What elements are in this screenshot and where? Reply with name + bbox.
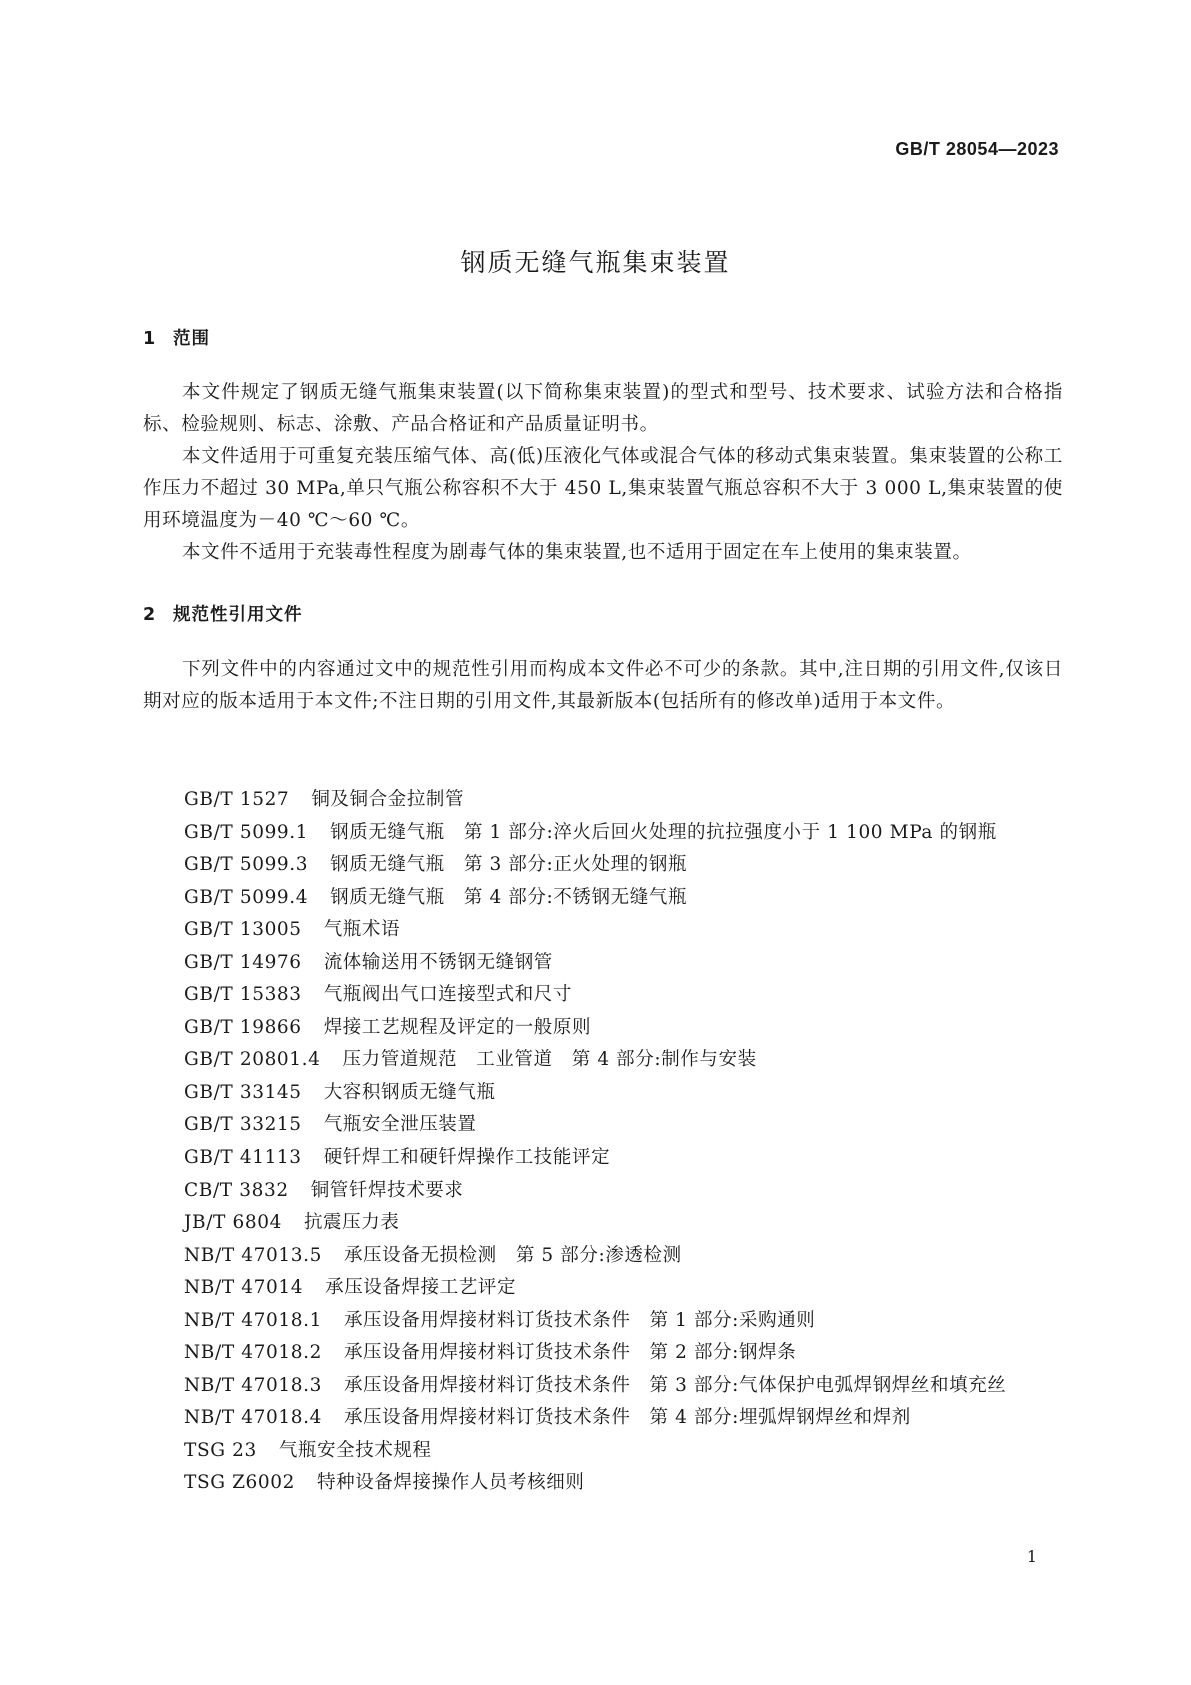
reference-title: 承压设备用焊接材料订货技术条件 第 2 部分:钢焊条 bbox=[343, 1342, 797, 1364]
reference-code: GB/T 19866 bbox=[184, 1016, 302, 1038]
reference-item bbox=[184, 979, 1006, 1012]
reference-item bbox=[184, 1044, 1006, 1077]
section-heading-normative-references bbox=[143, 601, 303, 626]
reference-item bbox=[184, 947, 1006, 980]
reference-title: 气瓶安全技术规程 bbox=[278, 1439, 432, 1461]
reference-code: GB/T 15383 bbox=[184, 984, 302, 1006]
reference-code: GB/T 5099.1 bbox=[184, 821, 309, 843]
section-heading-scope bbox=[143, 325, 210, 350]
section-body-normative-references bbox=[143, 654, 1063, 718]
paragraph: 本文件不适用于充装毒性程度为剧毒气体的集束装置,也不适用于固定在车上使用的集束装置。 bbox=[182, 542, 972, 563]
reference-item bbox=[184, 1370, 1006, 1403]
reference-item bbox=[184, 1012, 1006, 1045]
reference-code: GB/T 5099.3 bbox=[184, 854, 309, 876]
reference-title: 抗震压力表 bbox=[303, 1212, 400, 1234]
reference-item bbox=[184, 1402, 1006, 1435]
reference-item bbox=[184, 1272, 1006, 1305]
reference-code: GB/T 41113 bbox=[184, 1147, 302, 1169]
reference-item bbox=[184, 1077, 1006, 1110]
section-number: 1 bbox=[143, 329, 157, 349]
reference-code: JB/T 6804 bbox=[184, 1212, 282, 1234]
reference-item bbox=[184, 1207, 1006, 1240]
reference-code: NB/T 47018.3 bbox=[184, 1374, 322, 1396]
reference-title: 气瓶术语 bbox=[323, 919, 401, 941]
reference-title: 承压设备用焊接材料订货技术条件 第 1 部分:采购通则 bbox=[343, 1309, 816, 1331]
section-title: 范围 bbox=[173, 329, 210, 349]
reference-list bbox=[184, 784, 1006, 1500]
reference-title: 气瓶阀出气口连接型式和尺寸 bbox=[323, 984, 572, 1006]
reference-code: CB/T 3832 bbox=[184, 1179, 289, 1201]
reference-title: 钢质无缝气瓶 第 1 部分:淬火后回火处理的抗拉强度小于 1 100 MPa 的钢瓶 bbox=[330, 821, 997, 843]
reference-item bbox=[184, 1240, 1006, 1273]
reference-title: 承压设备用焊接材料订货技术条件 第 4 部分:埋弧焊钢焊丝和焊剂 bbox=[343, 1407, 911, 1429]
reference-item bbox=[184, 1175, 1006, 1208]
reference-item bbox=[184, 1305, 1006, 1338]
reference-code: GB/T 5099.4 bbox=[184, 886, 309, 908]
reference-code: GB/T 1527 bbox=[184, 789, 290, 810]
reference-code: GB/T 33145 bbox=[184, 1081, 302, 1103]
reference-code: GB/T 20801.4 bbox=[184, 1049, 321, 1071]
reference-code: NB/T 47018.4 bbox=[184, 1407, 322, 1429]
reference-title: 钢质无缝气瓶 第 4 部分:不锈钢无缝气瓶 bbox=[330, 886, 688, 908]
reference-title: 压力管道规范 工业管道 第 4 部分:制作与安装 bbox=[342, 1049, 757, 1071]
reference-code: GB/T 33215 bbox=[184, 1114, 302, 1136]
reference-code: GB/T 14976 bbox=[184, 951, 302, 973]
reference-item bbox=[184, 849, 1006, 882]
section-number: 2 bbox=[143, 605, 157, 625]
reference-title: 钢质无缝气瓶 第 3 部分:正火处理的钢瓶 bbox=[330, 854, 688, 876]
reference-title: 承压设备焊接工艺评定 bbox=[325, 1277, 517, 1299]
reference-title: 铜管钎焊技术要求 bbox=[310, 1179, 464, 1201]
paragraph: 本文件规定了钢质无缝气瓶集束装置(以下简称集束装置)的型式和型号、技术要求、试验方法和合格指标、检验规则、标志、涂敷、产品合格证和产品质量证明书。 bbox=[143, 382, 1063, 435]
document-title: 钢质无缝气瓶集束装置 bbox=[460, 248, 731, 277]
reference-item bbox=[184, 1109, 1006, 1142]
reference-code: NB/T 47013.5 bbox=[184, 1244, 322, 1266]
reference-title: 承压设备无损检测 第 5 部分:渗透检测 bbox=[343, 1244, 682, 1266]
reference-item bbox=[184, 1467, 1006, 1500]
reference-title: 焊接工艺规程及评定的一般原则 bbox=[323, 1016, 592, 1038]
reference-title: 承压设备用焊接材料订货技术条件 第 3 部分:气体保护电弧焊钢焊丝和填充丝 bbox=[343, 1374, 1007, 1396]
reference-title: 气瓶安全泄压装置 bbox=[323, 1114, 477, 1136]
reference-code: NB/T 47018.1 bbox=[184, 1309, 322, 1331]
standard-number: GB/T 28054—2023 bbox=[895, 139, 1059, 159]
reference-code: TSG Z6002 bbox=[184, 1472, 296, 1494]
reference-item bbox=[184, 1435, 1006, 1468]
reference-title: 硬钎焊工和硬钎焊操作工技能评定 bbox=[323, 1147, 611, 1169]
page-number: 1 bbox=[1026, 1547, 1037, 1566]
reference-item bbox=[184, 882, 1006, 915]
reference-code: NB/T 47018.2 bbox=[184, 1342, 322, 1364]
reference-item bbox=[184, 1142, 1006, 1175]
reference-item bbox=[184, 784, 1006, 817]
paragraph: 下列文件中的内容通过文中的规范性引用而构成本文件必不可少的条款。其中,注日期的引用文件,仅该日期对应的版本适用于本文件;不注日期的引用文件,其最新版本(包括所有的修改单)适用于本文件。 bbox=[143, 659, 1063, 712]
reference-title: 流体输送用不锈钢无缝钢管 bbox=[323, 951, 553, 973]
reference-code: TSG 23 bbox=[184, 1439, 257, 1461]
section-title: 规范性引用文件 bbox=[173, 605, 303, 625]
reference-item bbox=[184, 1337, 1006, 1370]
reference-item bbox=[184, 914, 1006, 947]
reference-title: 铜及铜合金拉制管 bbox=[311, 789, 465, 810]
reference-title: 特种设备焊接操作人员考核细则 bbox=[317, 1472, 585, 1494]
reference-code: GB/T 13005 bbox=[184, 919, 302, 941]
reference-code: NB/T 47014 bbox=[184, 1277, 304, 1299]
reference-title: 大容积钢质无缝气瓶 bbox=[323, 1081, 496, 1103]
reference-item bbox=[184, 817, 1006, 850]
paragraph: 本文件适用于可重复充装压缩气体、高(低)压液化气体或混合气体的移动式集束装置。集束装置的公称工作压力不超过 30 MPa,单只气瓶公称容积不大于 450 L,集束装置气瓶总容积不大于 3 000 L,集束装置的使用环境温度为－40 ℃～60 ℃。 bbox=[143, 446, 1063, 531]
section-body-scope bbox=[143, 377, 1063, 569]
